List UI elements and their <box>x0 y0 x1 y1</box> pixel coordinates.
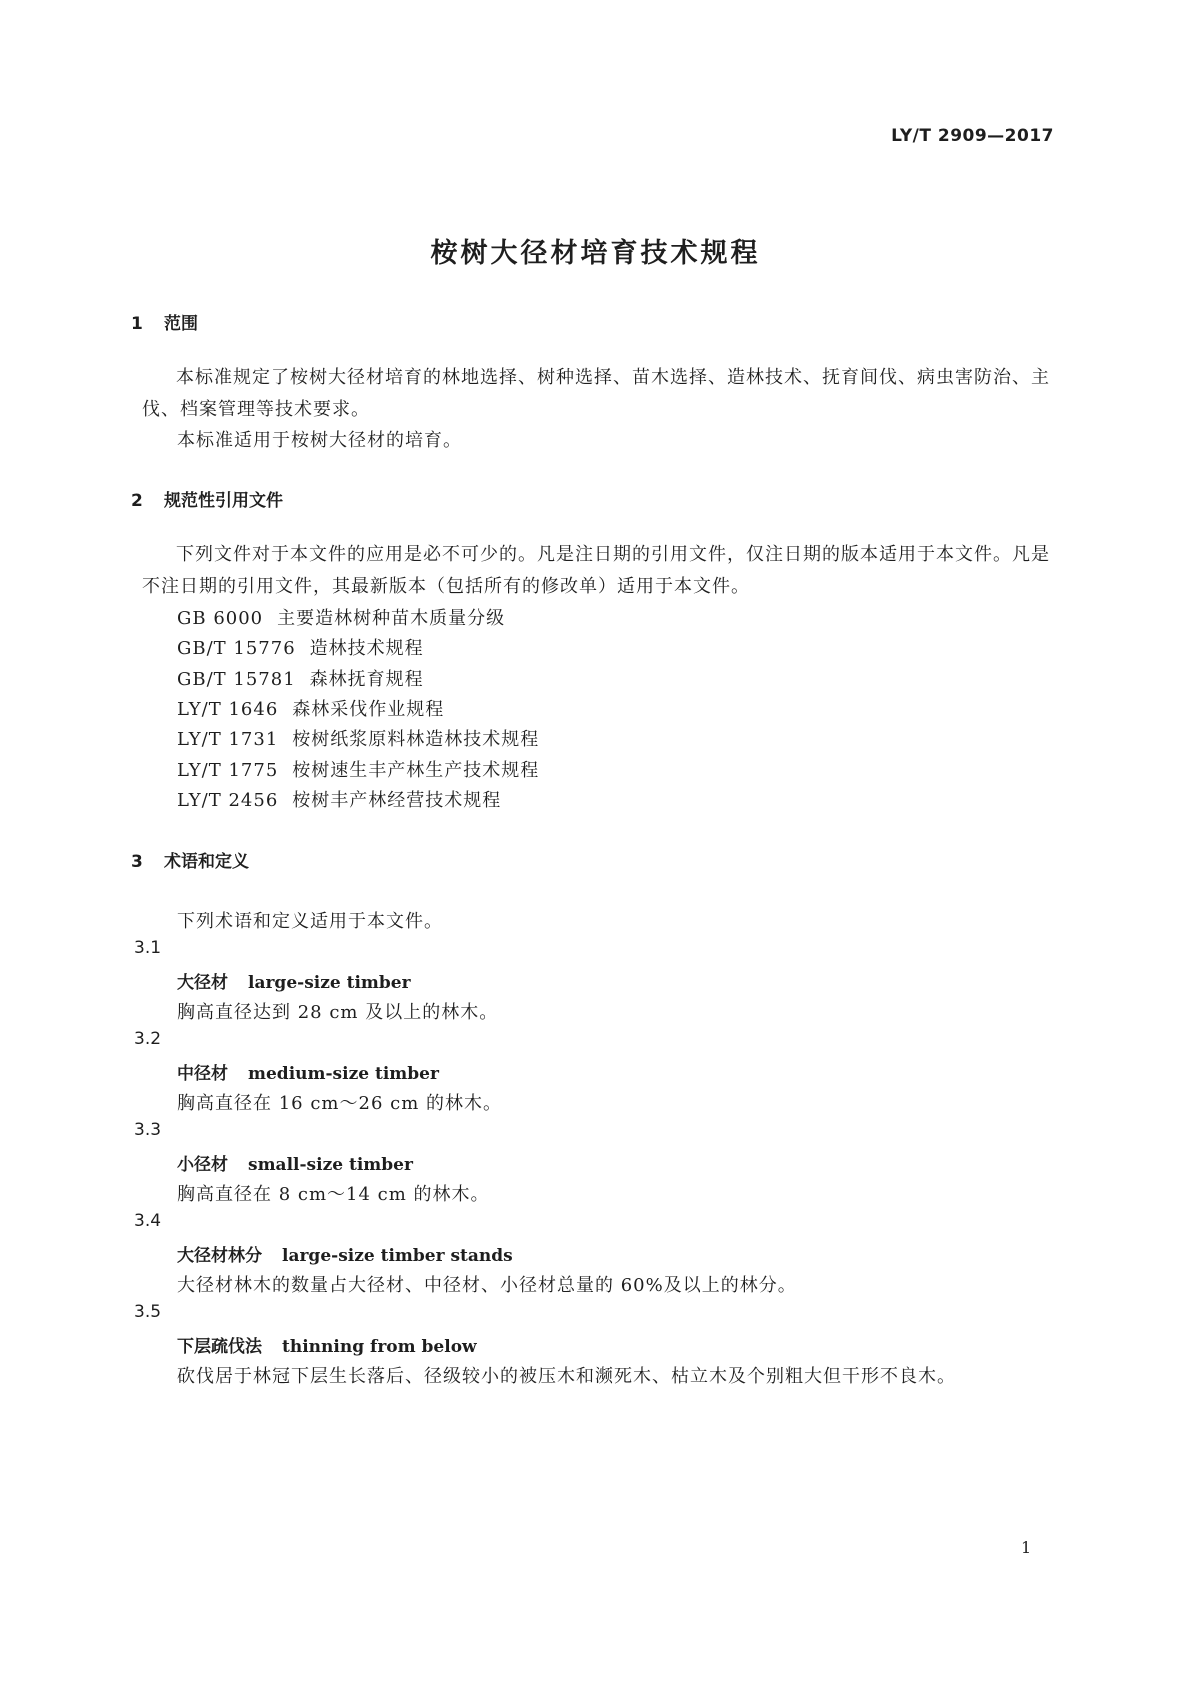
paragraph: 本标准适用于桉树大径材的培育。 <box>177 430 462 451</box>
page-number: 1 <box>1021 1538 1032 1557</box>
paragraph: 下列文件对于本文件的应用是必不可少的。凡是注日期的引用文件，仅注日期的版本适用于本文件。凡是不注日期的引用文件，其最新版本（包括所有的修改单）适用于本文件。 <box>142 544 1050 597</box>
section-title: 术语和定义 <box>164 852 249 872</box>
reference-code: LY/T 1646 <box>177 699 279 720</box>
term-heading <box>177 1059 439 1084</box>
section-number: 2 <box>131 491 143 511</box>
term-zh: 下层疏伐法 <box>177 1337 262 1357</box>
reference-item <box>177 665 424 691</box>
reference-code: GB/T 15776 <box>177 638 296 659</box>
reference-code: LY/T 2456 <box>177 790 279 811</box>
reference-item <box>177 695 444 721</box>
reference-title: 主要造林树种苗木质量分级 <box>277 608 506 629</box>
reference-code: LY/T 1731 <box>177 729 279 750</box>
reference-code: LY/T 1775 <box>177 760 279 781</box>
reference-title: 桉树丰产林经营技术规程 <box>292 790 502 811</box>
paragraph: 下列术语和定义适用于本文件。 <box>177 911 443 932</box>
term-en: large-size timber <box>248 973 411 993</box>
paragraph: 本标准规定了桉树大径材培育的林地选择、树种选择、苗木选择、造林技术、抚育间伐、病虫害防治、主伐、档案管理等技术要求。 <box>142 367 1050 420</box>
term-en: small-size timber <box>248 1155 413 1175</box>
section-heading-scope <box>131 309 198 334</box>
reference-code: GB 6000 <box>177 608 264 629</box>
term-number: 3.3 <box>134 1120 162 1140</box>
term-definition: 砍伐居于林冠下层生长落后、径级较小的被压木和濒死木、枯立木及个别粗大但干形不良木。 <box>177 1366 956 1387</box>
term-zh: 中径材 <box>177 1064 228 1084</box>
section-number: 3 <box>131 852 143 872</box>
section-heading-normative-references <box>131 486 283 511</box>
section-title: 规范性引用文件 <box>164 491 283 511</box>
standard-code: LY/T 2909—2017 <box>891 126 1054 146</box>
reference-title: 森林抚育规程 <box>309 669 424 690</box>
term-definition: 胸高直径达到 28 cm 及以上的林木。 <box>177 1002 499 1023</box>
reference-item <box>177 786 501 812</box>
term-definition: 胸高直径在 16 cm～26 cm 的林木。 <box>177 1093 502 1114</box>
document-title: 桉树大径材培育技术规程 <box>430 238 761 269</box>
term-heading <box>177 968 411 993</box>
term-number: 3.2 <box>134 1029 162 1049</box>
term-heading <box>177 1332 477 1357</box>
term-en: thinning from below <box>282 1337 477 1357</box>
reference-item <box>177 756 539 782</box>
term-number: 3.4 <box>134 1211 162 1231</box>
reference-code: GB/T 15781 <box>177 669 296 690</box>
section-heading-terms-definitions <box>131 847 249 872</box>
term-definition: 大径材林木的数量占大径材、中径材、小径材总量的 60%及以上的林分。 <box>177 1275 797 1296</box>
term-en: large-size timber stands <box>282 1246 513 1266</box>
reference-title: 森林采伐作业规程 <box>292 699 445 720</box>
term-heading <box>177 1150 413 1175</box>
section-number: 1 <box>131 314 143 334</box>
term-en: medium-size timber <box>248 1064 439 1084</box>
term-zh: 大径材林分 <box>177 1246 262 1266</box>
reference-title: 造林技术规程 <box>309 638 424 659</box>
section-title: 范围 <box>164 314 198 334</box>
reference-title: 桉树速生丰产林生产技术规程 <box>292 760 540 781</box>
term-number: 3.5 <box>134 1302 162 1322</box>
reference-item <box>177 604 505 630</box>
reference-item <box>177 634 424 660</box>
reference-title: 桉树纸浆原料林造林技术规程 <box>292 729 540 750</box>
term-number: 3.1 <box>134 938 162 958</box>
term-definition: 胸高直径在 8 cm～14 cm 的林木。 <box>177 1184 490 1205</box>
term-zh: 大径材 <box>177 973 228 993</box>
reference-item <box>177 725 539 751</box>
term-heading <box>177 1241 513 1266</box>
term-zh: 小径材 <box>177 1155 228 1175</box>
